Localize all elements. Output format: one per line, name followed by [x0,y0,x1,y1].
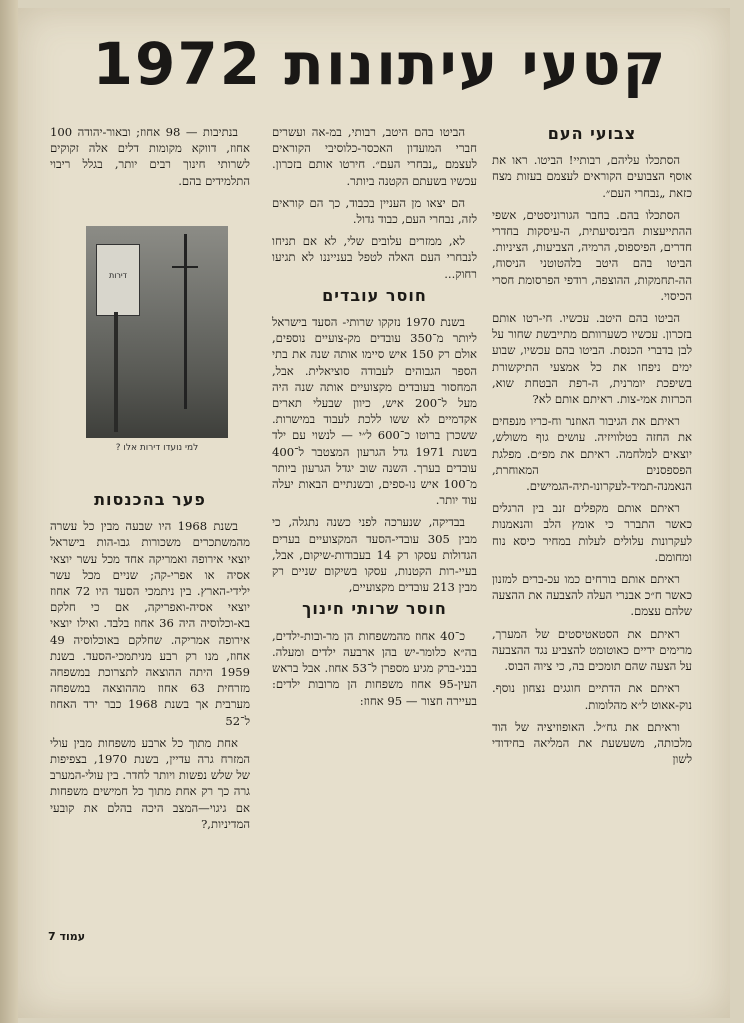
paragraph: הם יצאו מן העניין בכבוד, כך הם קוראים לזה, נבחרי העם, כבוד גדול. [272,195,477,227]
paragraph: הסתכלו עליהם, רבותיי! הביטו. ראו את אוסף הצבועים הקוראים לעצמם בעזות מצח כזאת „נבחרי העם״. [492,153,692,200]
pole-image [184,234,187,409]
paragraph: הביטו בהם היטב, רבותי, במ-אה ועשרים חברי המועדון האכסר-כלוסיבי הקוראים לעצמם „נבחרי העם״. חירטו אותם בזכרון. עכשיו בשעתם הקטנה ביותר. [272,125,477,188]
paragraph: ראיתם את הגיבור האוזנר וח-כריו מנפחים את החזה בטלוויזיה. עושים גוף משולש, יוצאים למלחמה. ראיתם את מפ״ם. מפלגת הפספסנים המאוחרת, הנאמנה-תמיד-לעקרונו-תיה-הגמישים. [492,414,692,494]
sign-image [96,244,140,316]
paragraph: הסתכלו בהם. בחבר הגורוניסטים, אשפי ההתייעצות הבינסיעתית, ה-עיסקות בחדרי חדרים, הפיספוס, הרמיה, הצביעות, הציניות. הביטו בהם היטב בלהטוטני הניסוח, הה-תחמקות, ההוצפה, רודפי הפרסומת חסרי הכיסוי. [492,207,692,303]
paragraph: כ־40 אחוז מהמשפחות הן מר-ובות-ילדים, בה״א כלומר-יש בהן ארבעה ילדים ומעלה. בבני-ברק מגיע מספרן ל־53 אחוז. אבל בראש העין-95 אחוז משפחות הן מרובות ילדים: בעיירה חצור — 95 אחוז: [272,628,477,708]
binding-edge [0,0,18,1023]
column-right [492,122,692,773]
paragraph: ראיתם אותם בורחים כמו עכ-ברים למזנון כאשר ח״כ אבנרי העלה להצבעה את ההצעה שלהם עצמם. [492,572,692,619]
paragraph: ראיתם אותם מקפלים זנב בין הרגלים כאשר התברר כי אומץ הלב והנאמנות לעקרונות עלולים לעלות במחיר כיסא נוח ומחומם. [492,501,692,564]
sign-text: דירות [108,271,128,280]
page-title: קטעי עיתונות 1972 [92,30,668,98]
page-number: עמוד 7 [48,930,86,943]
heading-hypocrites: צבועי העם [547,124,637,143]
heading-education-shortage: חוסר שרותי חינוך [302,599,447,619]
paragraph: בנתיבות — 98 אחוז; ובאור-יהודה 100 אחוז, דווקא מקומות דלים אלה זקוקים לשרותי חינוך רבים יותר, בגלל ריבוי התלמידים בהם. [50,125,250,188]
paragraph: לא, ממזרים עלובים שלי, לא אם תניחו לנבחרי העם האלה לטפל בענייננו לא תגיעו רחוק... [272,234,477,281]
heading-worker-shortage: חוסר עובדים [322,285,427,305]
photo-apartments [86,226,228,438]
pole-crossbar [172,266,198,268]
column-left-bottom [50,488,250,838]
paragraph: ראיתם את הסטאטיסטים של המערך, מרימים ידיים כאוטומט להצביע נגד ההצבעה על הצעה שהם תומכים בה, כי ציוה הבוס. [492,626,692,674]
column-left-top [50,124,250,195]
paragraph: אחת מתוך כל ארבע משפחות מבין עולי המזרח גרה עדיין, בשנת 1970, בצפיפות של שלש נפשות ויותר לחדר. בין עולי-המערב גרה כך רק אחת מתוך כל חמישים משפחות אם גיגוי—המצב היכה בהלם את קובעי המדיניות,? [50,735,250,831]
sign-pole [114,312,118,432]
paragraph: ראיתם את הדתיים חוגגים נצחון נוסף. נוק-אאוט ל״א מהלומות. [492,681,692,712]
paragraph: הביטו בהם היטב. עכשיו. חי-רטו אותם בזכרון. עכשיו כשערוותם מתייבשת שחור על לבן בדברי הכנסת. הביטו בהם עכשיו, שבוע ימים ניפחו את כל אמצעי התיקשורת בשיפכת יומרנית, ה-רפת הבטחת שוא, הכרזות אמי-צות. ראיתם אותם לא? [492,311,692,407]
photo-caption: למי נועדו דירות אלו ? [115,443,199,453]
paragraph: וראיתם את גח״ל. האופוזיציה של הוד מלכותה, משעשעת את המליאה בחידודי לשון [492,719,692,767]
paragraph: בבדיקה, שנערכה לפני כשנה נתגלה, כי מבין 305 עובדי-הסעד המקצועיים בערים הגדולות עסקו רק 14 בעבודות-שיקום, אבל, בעיי-רות הקטנות, עסקו בשיקום שניים רק מבין 213 עובדים מקצועיים, [272,515,478,595]
paragraph: בשנת 1970 נזקקו שרותי- הסעד בישראל ליותר מ־350 עובדים מק-צועיים נוספים, אולם רק 150 איש סיימו אותה שנה את בתי הספר הגבוהים לעבודה סוציאלית. אבל, המחסור בעובדים מקצועיים אותה שנה היה מעל ל־200 איש, כיוון שבעלי תארים אקדמיים לא ששו ללכת לעבוד במישרות. ששכרן ברוטו כ־600 ל״י — לנשוי עם ילד בשנת 1971 גדל הגרעון המצטבר ל־400 עובדים בערך. השנה שוב יגדל הגרעון ביותר מ־100 איש נו-ספים, ובשנתיים הבאות יעלה עוד יותר. [272,315,478,508]
paragraph: בשנת 1968 היו שבעה מבין כל עשרה מהמשתכרים משכורות גבו-הות בישראל יוצאי אירופה ואמריקה אחד מכל עשר יוצאי אסיה או אפרי-קה; שניים מכל עשר ילידי-הארץ. בין ניתמכי הסעד היו 72 אחוז יוצאי אסיה-ואפריקה, אם כי חלקם בא-וכלוסיה היה 36 אחוז בלבד. ואילו יוצאי אירופה אמריקה. שחלקם באוכלוסיה 49 אחוז, מנו רק רבע מניתמכי-הסעד. בשנת 1959 היתה ההוצאה לתצרוכת במשפחה מזרחית 63 אחוז מההוצאה במשפחה מערבית אך בשנת 1968 כבר ירד האחוז ל־52 [50,519,251,728]
column-middle [272,124,477,715]
heading-income-gap: פער בהכנסות [94,490,206,509]
